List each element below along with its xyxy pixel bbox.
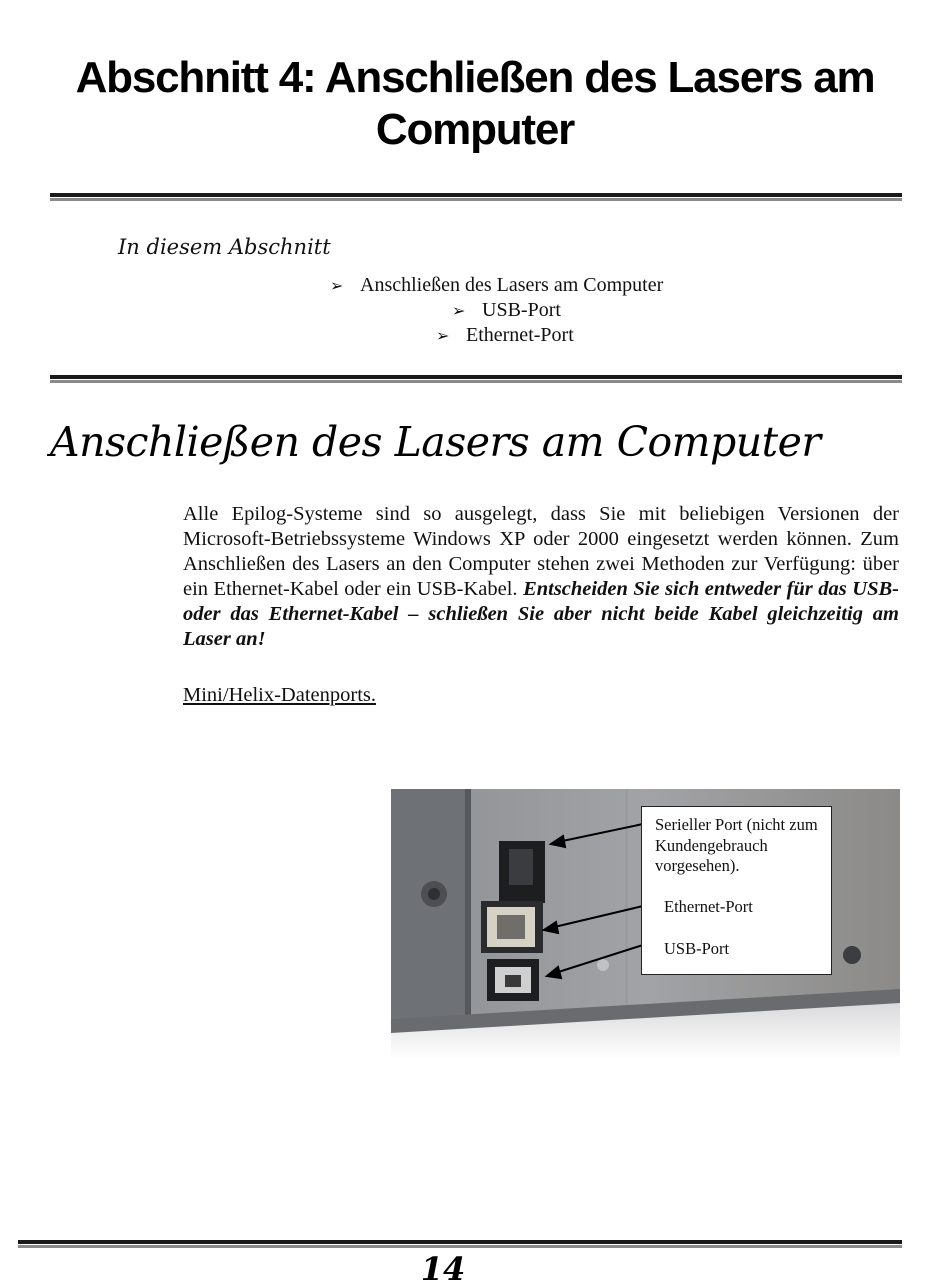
arrow-bullet-icon: ➢	[452, 301, 466, 320]
top-divider	[50, 193, 902, 201]
toc-item[interactable]	[436, 323, 574, 348]
toc-divider	[50, 375, 902, 383]
toc-item-label: Ethernet-Port	[466, 324, 574, 346]
toc-item-label: USB-Port	[482, 299, 561, 321]
serial-port-callout: Serieller Port (nicht zum Kundengebrauch vorgesehen).	[655, 815, 818, 875]
toc-item-label: Anschließen des Lasers am Computer	[360, 274, 664, 296]
chapter-title-text: Abschnitt 4: Anschließen des Lasers am Computer	[75, 53, 875, 154]
chapter-title	[40, 52, 910, 156]
arrow-bullet-icon: ➢	[330, 276, 344, 295]
usb-port-callout: USB-Port	[664, 939, 730, 958]
paragraph-warning: Entscheiden Sie sich entweder für das USB- oder das Ethernet-Kabel – schließen Sie aber nicht beide Kabel gleichzeitig am Laser an!	[183, 578, 899, 650]
port-callout-box	[641, 806, 832, 975]
ethernet-port-callout: Ethernet-Port	[664, 897, 753, 916]
footer-divider	[18, 1240, 902, 1248]
toc-item[interactable]	[452, 298, 561, 323]
toc-heading: In diesem Abschnitt	[118, 235, 331, 259]
page-number: 14	[420, 1250, 466, 1288]
toc-item[interactable]	[330, 273, 663, 298]
body-paragraph	[183, 502, 899, 652]
section-heading: Anschließen des Lasers am Computer	[50, 418, 821, 466]
arrow-bullet-icon: ➢	[436, 326, 450, 345]
paragraph-text: Alle Epilog-Systeme sind so ausgelegt, dass Sie mit beliebigen Versionen der Microsoft-Betriebssysteme Windows XP oder 2000 eingesetzt werden können. Zum Anschließen des Lasers an den Computer stehen zwei Methoden zur Verfügung: über ein Ethernet-Kabel oder ein USB-Kabel.	[183, 503, 899, 600]
ports-link[interactable]: Mini/Helix-Datenports.	[183, 684, 377, 706]
